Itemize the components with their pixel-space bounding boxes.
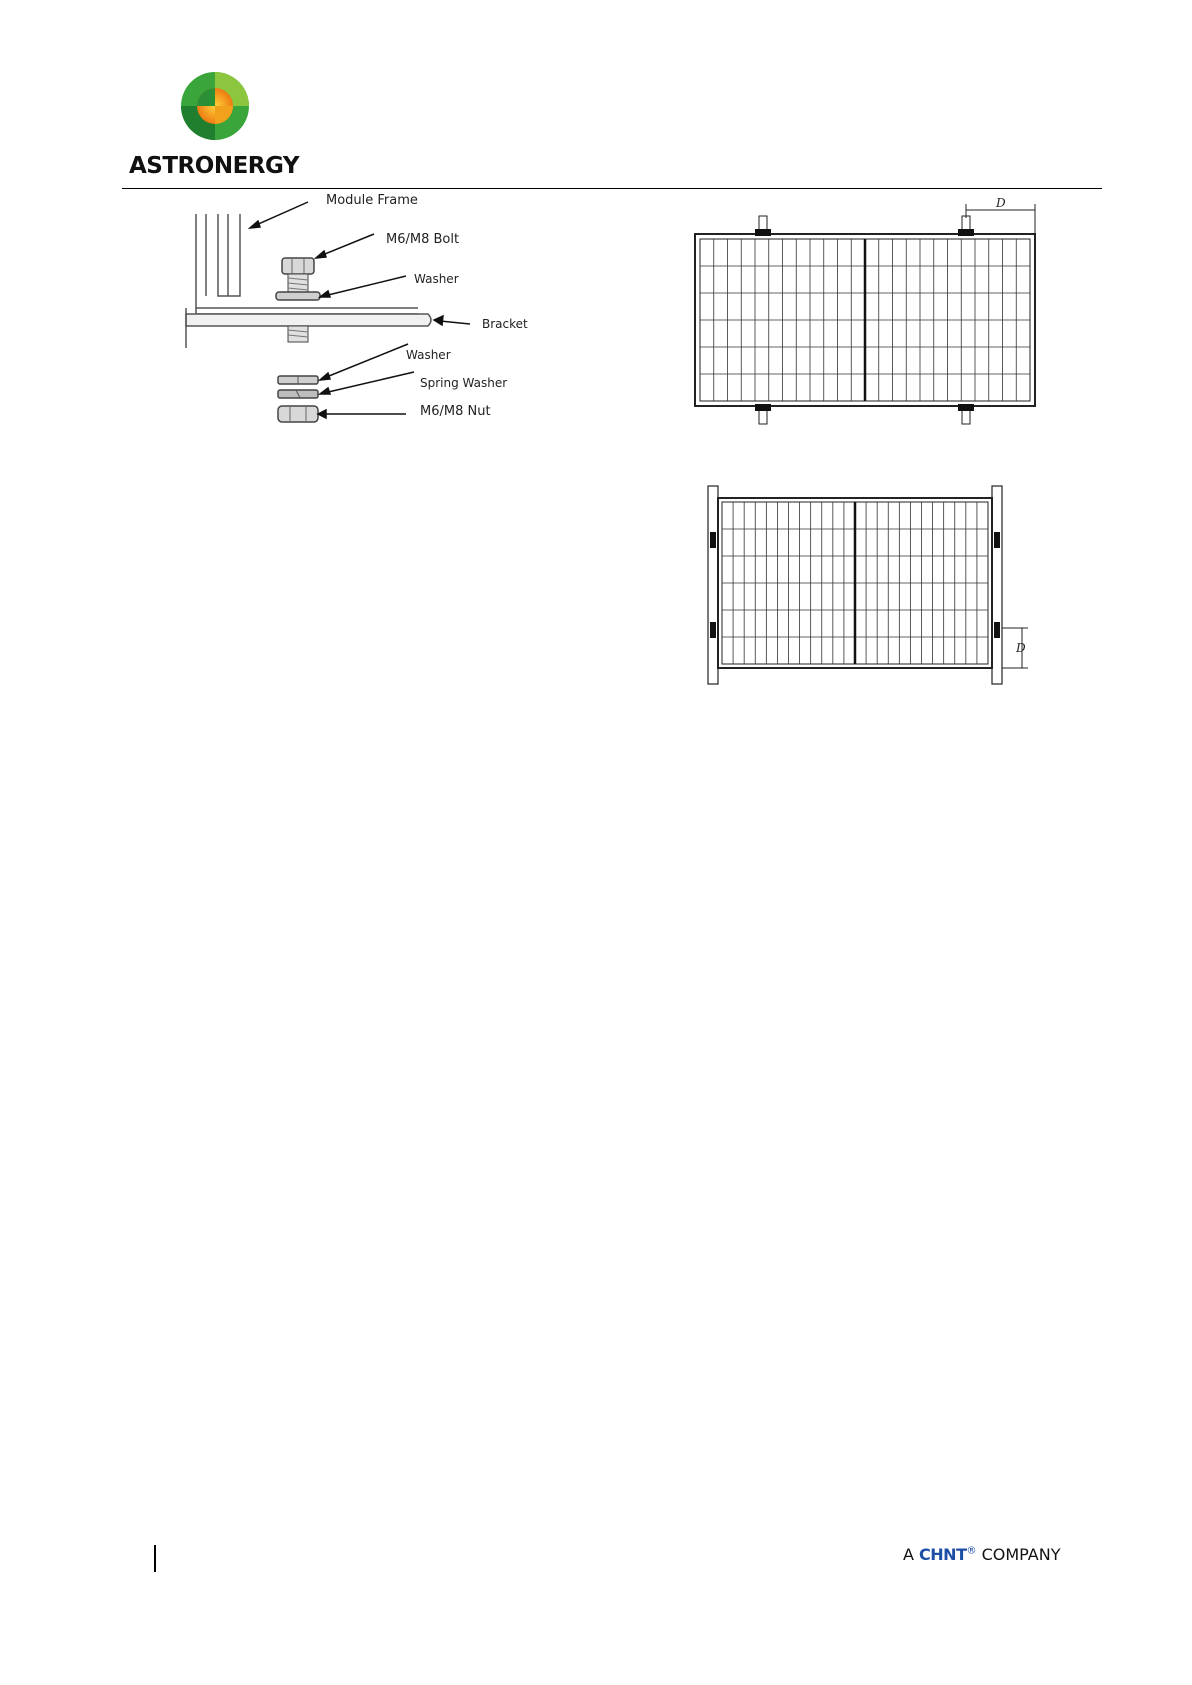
- module-landscape-drawing: [690, 198, 1040, 438]
- callout-washer-bottom: Washer: [406, 348, 451, 362]
- brand-name: ASTRONERGY: [129, 153, 300, 179]
- bolt-assembly-drawing: [178, 196, 540, 436]
- callout-washer-top: Washer: [414, 272, 459, 286]
- header-divider: [122, 188, 1102, 189]
- registered-mark-icon: ®: [966, 1545, 977, 1557]
- footer-company-suffix: COMPANY: [981, 1545, 1061, 1564]
- dimension-d-bottom: D: [1016, 641, 1026, 655]
- callout-module-frame: Module Frame: [326, 193, 418, 208]
- module-landscape-svg: [690, 198, 1040, 438]
- callout-bolt: M6/M8 Bolt: [386, 232, 460, 247]
- module-rail-drawing: [700, 480, 1030, 690]
- footer-company-prefix: A: [903, 1545, 914, 1564]
- callout-bracket: Bracket: [482, 317, 528, 331]
- footer-page-marker: [154, 1545, 156, 1572]
- footer-company-brand: CHNT: [919, 1545, 967, 1564]
- bolt-mounting-figure: [178, 193, 540, 436]
- callout-spring-washer: Spring Washer: [420, 376, 508, 390]
- dimension-d-top: D: [996, 198, 1006, 210]
- module-rail-svg: [700, 480, 1030, 690]
- callout-nut: M6/M8 Nut: [420, 404, 491, 419]
- footer-company-mark: [903, 1545, 1060, 1564]
